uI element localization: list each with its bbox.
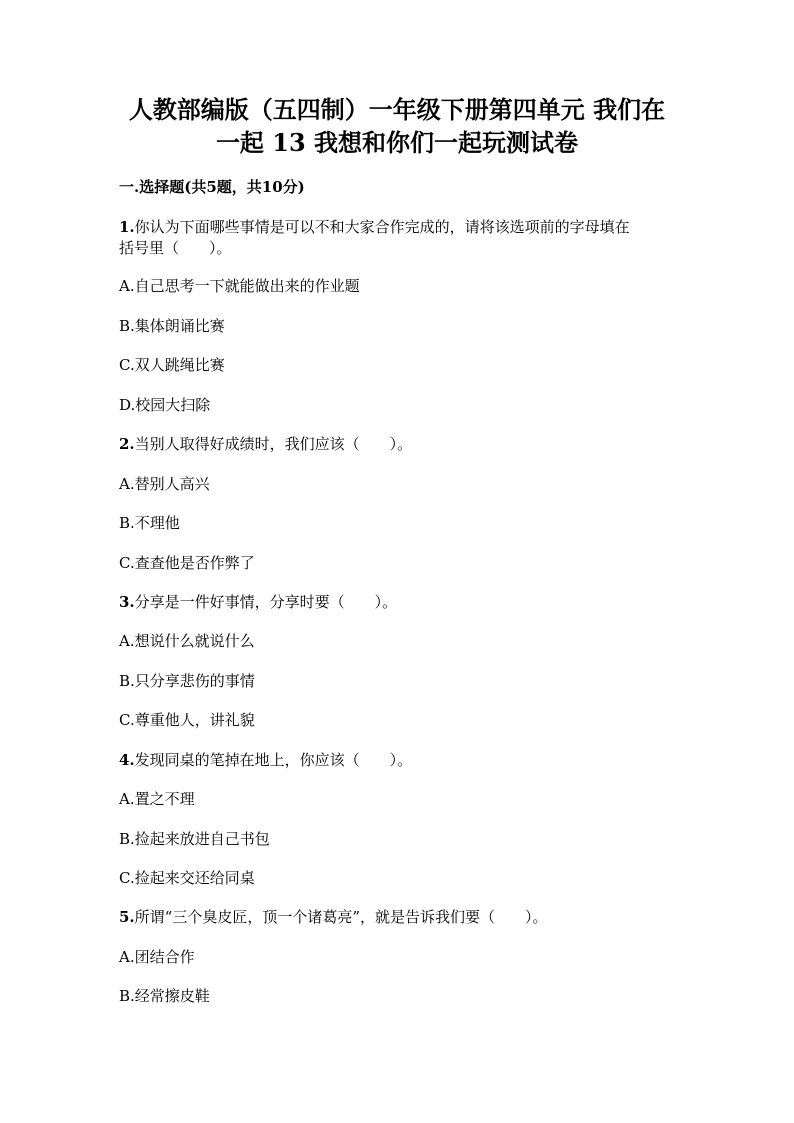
question-line: 发现同桌的笔掉在地上，你应该（ ）。 — [134, 751, 413, 769]
question-5-text — [119, 906, 548, 928]
question-3-option-b: B.只分享悲伤的事情 — [119, 672, 255, 690]
question-4-option-b: B.捡起来放进自己书包 — [119, 830, 270, 848]
question-2-option-a: A.替别人高兴 — [119, 475, 210, 493]
question-4-text — [119, 749, 412, 771]
question-4-option-a: A.置之不理 — [119, 790, 195, 808]
question-1-option-a: A.自己思考一下就能做出来的作业题 — [119, 277, 360, 295]
question-number: 5. — [119, 908, 135, 926]
question-line: 所谓“三个臭皮匠，顶一个诸葛亮”，就是告诉我们要（ ）。 — [134, 908, 548, 926]
question-line: 当别人取得好成绩时，我们应该（ ）。 — [134, 435, 413, 453]
question-3-option-a: A.想说什么就说什么 — [119, 632, 255, 650]
question-1-text-cont: 括号里（ ）。 — [119, 239, 232, 257]
page-title-line-2: 一起 13 我想和你们一起玩测试卷 — [215, 128, 579, 157]
question-number: 1. — [119, 218, 135, 236]
question-number: 2. — [119, 435, 135, 453]
question-3-option-c: C.尊重他人，讲礼貌 — [119, 711, 255, 729]
page-title-line-1: 人教部编版（五四制）一年级下册第四单元 我们在 — [128, 95, 666, 124]
question-line: 分享是一件好事情，分享时要（ ）。 — [134, 593, 398, 611]
question-1-text — [119, 216, 630, 238]
question-5-option-a: A.团结合作 — [119, 948, 195, 966]
question-4-option-c: C.捡起来交还给同桌 — [119, 869, 255, 887]
question-5-option-b: B.经常擦皮鞋 — [119, 987, 210, 1005]
question-1-option-c: C.双人跳绳比赛 — [119, 356, 225, 374]
question-2-option-b: B.不理他 — [119, 514, 180, 532]
question-1-option-d: D.校园大扫除 — [119, 396, 211, 414]
question-3-text — [119, 591, 397, 613]
question-2-text — [119, 433, 412, 455]
question-number: 3. — [119, 593, 135, 611]
section-heading: 一.选择题(共5题，共10分) — [119, 178, 305, 196]
question-number: 4. — [119, 751, 135, 769]
question-1-option-b: B.集体朗诵比赛 — [119, 317, 225, 335]
question-line: 你认为下面哪些事情是可以不和大家合作完成的，请将该选项前的字母填在 — [134, 218, 630, 236]
question-2-option-c: C.查查他是否作弊了 — [119, 554, 255, 572]
